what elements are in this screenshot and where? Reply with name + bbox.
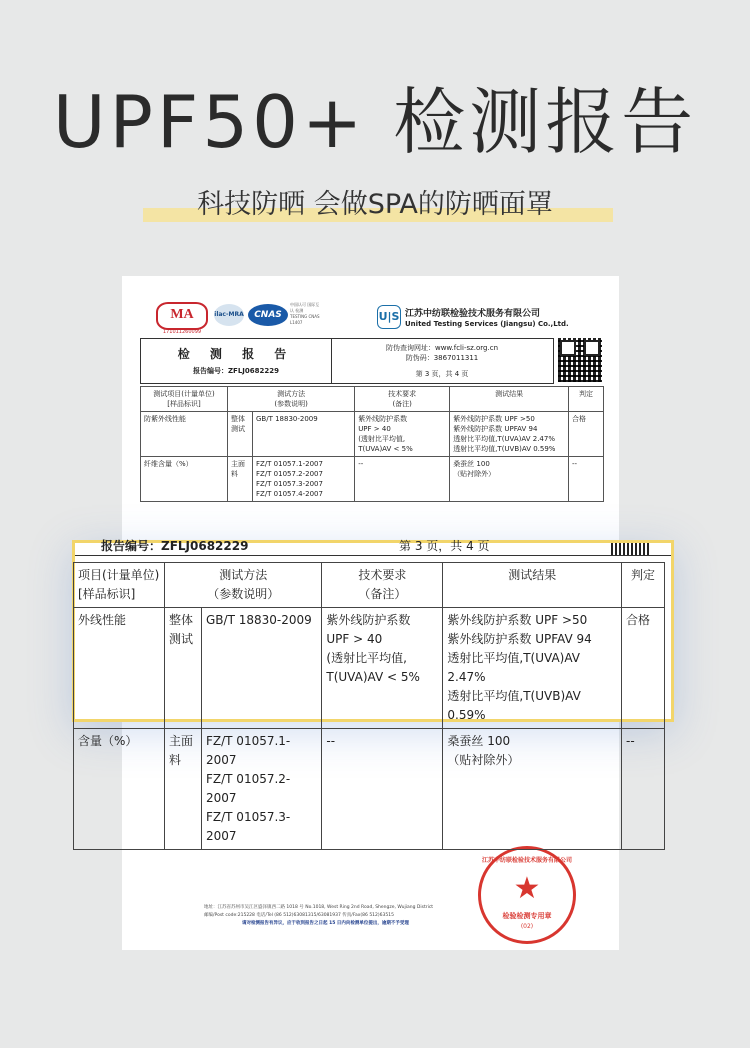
- footer-note: 请对检测报告有异议，应于收到报告之日起 15 日内向检测单位提出，逾期不予受理: [242, 921, 409, 926]
- col-method-header: 测试方法 （参数说明）: [165, 563, 322, 608]
- table-row: 纤维含量（%） 主面料 FZ/T 01057.1-2007 FZ/T 01057.2-2007 FZ/T 01057.3-2007 FZ/T 01057.4-2007 -- 桑蚕丝 100 （贴衬除外） --: [141, 457, 604, 502]
- col-judge-header: 判定: [622, 563, 665, 608]
- qr-code-icon: [611, 543, 651, 555]
- footer-address: 地址：江苏省苏州市吴江区盛泽镇西二路 1018 号 No.1018, West Ring 2nd Road, Shengze, Wujiang District 邮编/Post code:215228 电话/Tel (86 512)63081315/63081937 传真/Fax(86 512)63515: [204, 905, 434, 918]
- table-row: 外线性能 整体 测试 GB/T 18830-2009 紫外线防护系数 UPF > 40 (透射比平均值, T(UVA)AV < 5% 紫外线防护系数 UPF >50 紫外线防护系数 UPFAV 94 透射比平均值,T(UVA)AV 2.47% 透射比平均值,T(UVB)AV 0.59% 合格: [74, 608, 665, 729]
- ma-logo: MA: [156, 302, 208, 330]
- table-row: 防紫外线性能 整体测试 GB/T 18830-2009 紫外线防护系数 UPF > 40 (透射比平均值, T(UVA)AV < 5% 紫外线防护系数 UPF >50 紫外线防护系数 UPFAV 94 透射比平均值,T(UVA)AV 2.47% 透射比平均值,T(UVB)AV 0.59% 合格: [141, 412, 604, 457]
- col-method-header: 测试方法 (参数说明): [228, 387, 355, 412]
- org-logo: U|S: [377, 305, 401, 329]
- col-judge-header: 判定: [569, 387, 604, 412]
- cnas-text: 中国认可 国际互认 检测 TESTING CNAS L1407: [290, 302, 320, 325]
- page-info: 第 3 页，共 4 页: [415, 370, 469, 378]
- col-result-header: 测试结果: [443, 563, 622, 608]
- col-item-header: 项目(计量单位) [样品标识]: [74, 563, 165, 608]
- anti-fake-site: 防伪查询网址：www.fcli-sz.org.cn: [385, 344, 499, 352]
- zoomed-table-callout: [72, 539, 674, 843]
- star-icon: ★: [513, 871, 541, 906]
- col-req-header: 技术要求 （备注）: [322, 563, 443, 608]
- col-result-header: 测试结果: [450, 387, 569, 412]
- qr-code-icon: [558, 338, 602, 382]
- org-name-cn: 江苏中纺联检验技术服务有限公司: [405, 309, 541, 319]
- report-header: [140, 338, 554, 384]
- page-title: UPF50+ 检测报告: [52, 80, 698, 164]
- anti-fake-code: 防伪码：3867011311: [405, 354, 479, 362]
- anti-fake-info: [332, 343, 552, 363]
- table-row: 含量（%） 主面 料 FZ/T 01057.1-2007 FZ/T 01057.2-2007 FZ/T 01057.3-2007 -- 桑蚕丝 100 （贴衬除外） --: [74, 729, 665, 850]
- page-subtitle: 科技防晒 会做SPA的防晒面罩: [197, 189, 553, 220]
- report-title: 检 测 报 告: [177, 347, 295, 361]
- ma-number: 171011260099: [162, 329, 202, 335]
- ilac-logo: ilac-MRA: [214, 304, 244, 326]
- zoom-header-strip: 报告编号：ZFLJ0682229 第 3 页，共 4 页: [75, 543, 671, 556]
- cnas-logo: CNAS: [248, 304, 288, 326]
- report-number: 报告编号：ZFLJ0682229: [192, 367, 280, 375]
- zoomed-table: [73, 562, 665, 850]
- col-item-header: 测试项目(计量单位) [样品标识]: [141, 387, 228, 412]
- official-seal-stamp: 江苏中纺联检验技术服务有限公司 ★ 检验检测专用章 (02): [478, 846, 576, 944]
- report-table: [140, 386, 604, 502]
- col-req-header: 技术要求 (备注): [355, 387, 450, 412]
- org-name-en: United Testing Services (Jiangsu) Co.,Ltd.: [405, 320, 569, 328]
